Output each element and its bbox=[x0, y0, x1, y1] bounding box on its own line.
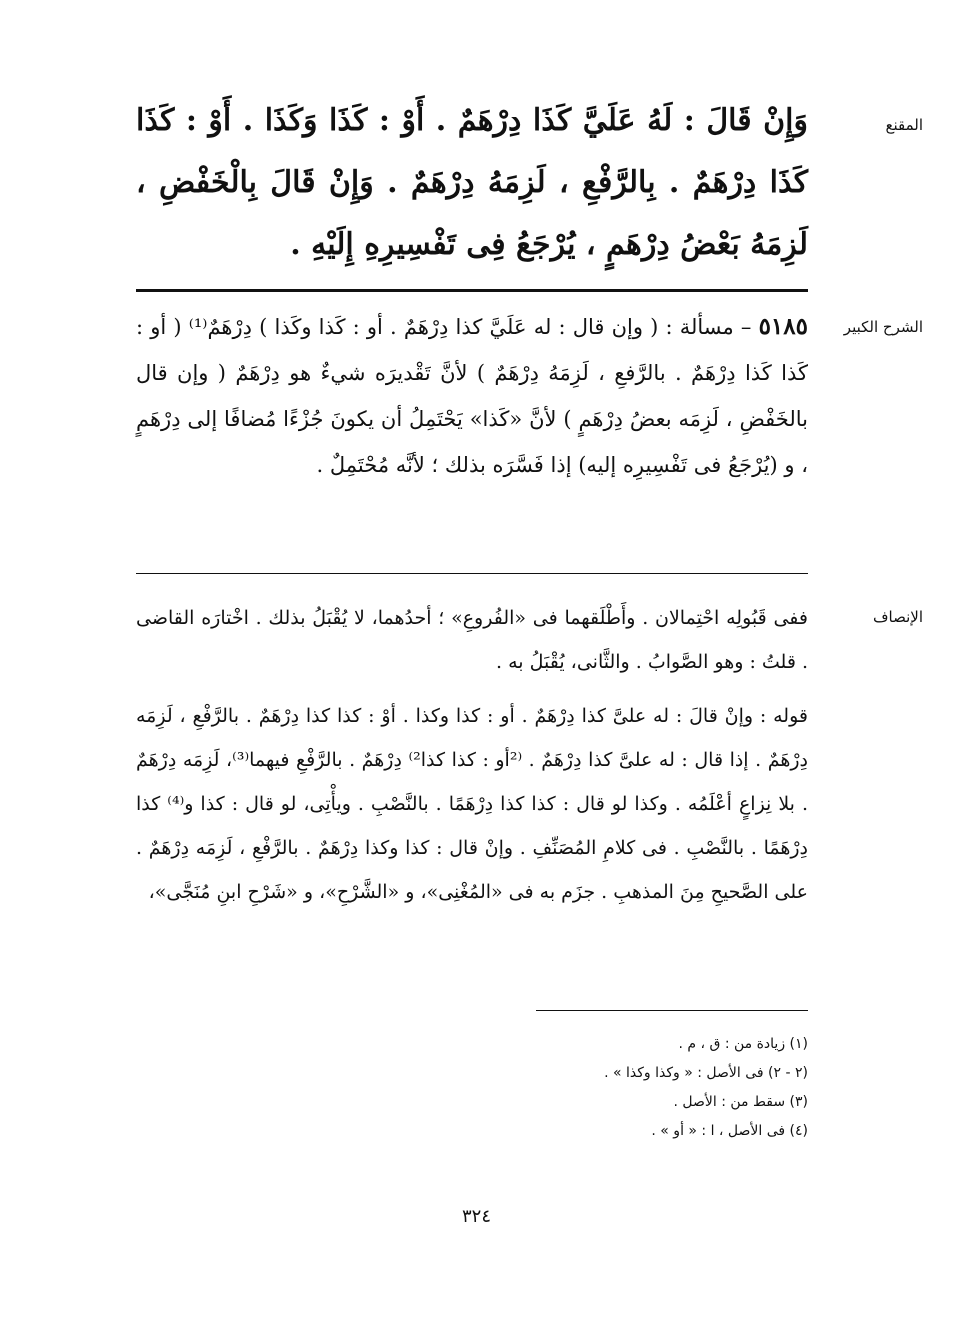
footnote-3: (٣) سقط من : الأصل . bbox=[673, 1094, 808, 1110]
sharh-body: – مسألة : ( وإن قال : له عَلَيَّ كذا دِرْهَمٌ . أو : كَذا وكَذا ) دِرْهَمٌ⁽¹⁾ ( أو : كَذا كَذا دِرْهَمٌ . بالرَّفعِ ، لَزِمَهُ دِرْهَمٌ ) لأنَّ تَقْديرَه شيءٌ هو دِرْهَمٌ ( وإن قال بالخَفْضِ ، لَزِمَه بعضُ دِرْهَمٍ ) لأنَّ «كَذا» يَحْتَمِلُ أن يكونَ جُزْءًا مُضافًا إلى دِرْهَمٍ ، و (يُرْجَعُ فى تَفْسِيرِه إليه) إذا فَسَّرَه بذلك ؛ لأنَّه مُحْتَمِلٌ . bbox=[136, 315, 808, 477]
sharh-label: الشرح الكبير bbox=[843, 318, 923, 336]
insaf-paragraph-2: قوله : وإنْ قالَ : له علىَّ كذا دِرْهَمٌ . أو : كذا وكذا . أوْ : كذا كذا دِرْهَمٌ . بالرَّفْعِ ، لَزِمَه دِرْهَمٌ . إذا قال : له علىَّ كذا دِرْهَمٌ . ⁽²أو : كذا كذا²⁾ دِرْهَمٌ . بالرَّفْعِ فيهما⁽³⁾، لَزِمَه دِرْهَمٌ . بلا نِزاعٍ أعْلَمُه . وكذا لو قال : كذا كذا دِرْهَمًا . بالنَّصْبِ . ويأْتِى، لو قال : كذا و⁽⁴⁾ كذا دِرْهَمًا . بالنَّصْبِ . فى كلامِ المُصَنِّفِ . وإنْ قال : كذا وكذا دِرْهَمٌ . بالرَّفْعِ ، لَزِمَه دِرْهَمٌ . على الصَّحيحِ مِنَ المذهبِ . جزَم به فى «المُغْنِى»، و «الشَّرْحِ»، و «شَرْحِ ابنِ مُنَجَّى»، bbox=[136, 705, 808, 903]
footnote-divider bbox=[536, 1010, 808, 1011]
sharh-text bbox=[136, 304, 808, 488]
muqni-label: المقنع bbox=[885, 116, 923, 134]
section-divider-thick bbox=[136, 289, 808, 292]
footnote-4: (٤) فى الأصل ، ا : « أو » . bbox=[651, 1123, 808, 1139]
issue-number: ٥١٨٥ bbox=[758, 313, 808, 340]
insaf-label: الإنصاف bbox=[872, 608, 923, 626]
insaf-paragraph-1: ففى قَبُولِه احْتِمالان . وأَطْلَقهما فى «الفُروعِ» ؛ أحدُهما، لا يُقْبَلُ بذلك . اخْتارَه القاضى . قلتُ : وهو الصَّوابُ . والثَّانى، يُقْبَلُ به . bbox=[136, 607, 808, 673]
footnotes bbox=[400, 1030, 808, 1146]
page-number: ٣٢٤ bbox=[461, 1206, 491, 1227]
sharh-paragraph bbox=[136, 304, 808, 488]
footnote-1: (١) زيادة من : ق ، م . bbox=[678, 1036, 808, 1052]
insaf-text bbox=[136, 596, 808, 914]
muqni-paragraph: وَإِنْ قَالَ : لَهُ عَلَيَّ كَذَا دِرْهَمٌ . أَوْ : كَذَا وَكَذَا . أَوْ : كَذَا كَذَا دِرْهَمٌ . بِالرَّفْعِ ، لَزِمَهُ دِرْهَمٌ . وَإِنْ قَالَ بِالْخَفْضِ ، لَزِمَهُ بَعْضُ دِرْهَمٍ ، يُرْجَعُ فِى تَفْسِيرِهِ إِلَيْهِ . bbox=[136, 103, 808, 262]
muqni-text bbox=[136, 90, 808, 276]
footnote-2: (٢ - ٢) فى الأصل : « وكذا وكذا » . bbox=[604, 1065, 808, 1081]
section-divider-thin bbox=[136, 573, 808, 574]
